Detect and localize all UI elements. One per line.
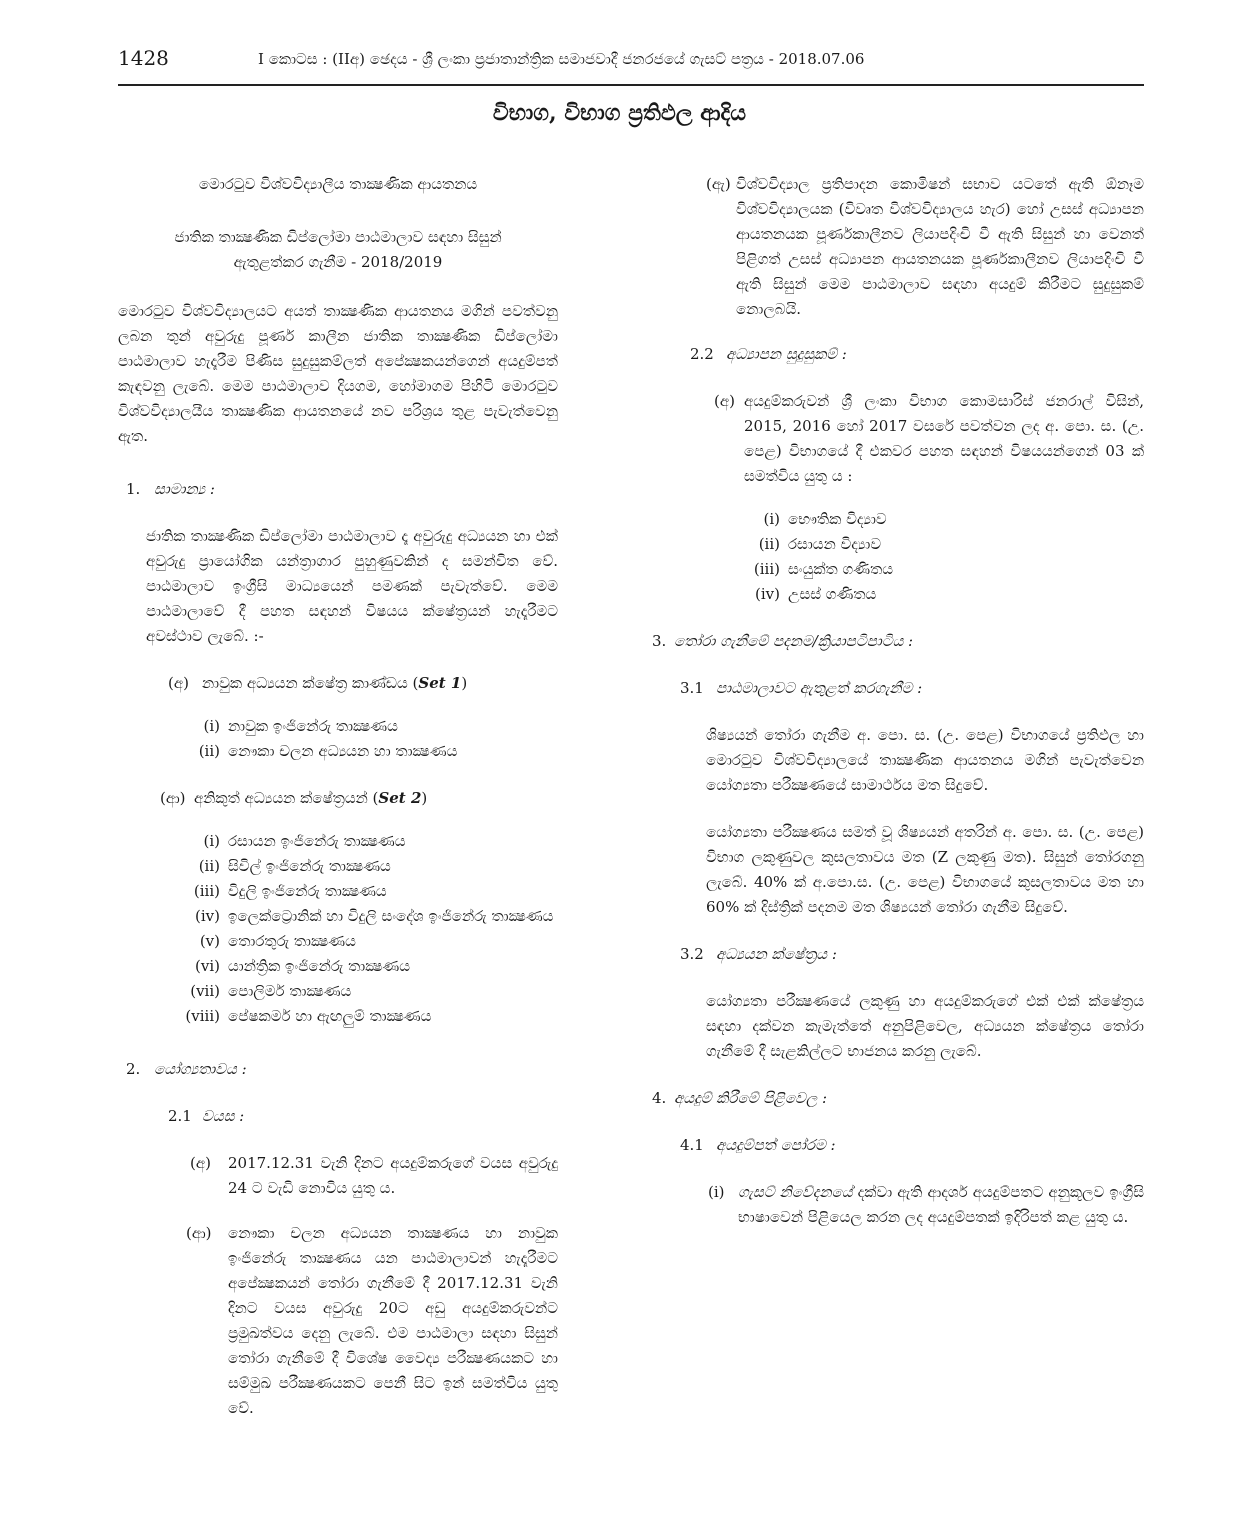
list-item [740,557,1144,582]
list-item-number: (viii) [185,1007,220,1025]
set-code: Set 2 [378,789,422,807]
list-item [180,739,558,764]
item-label: (අ) [714,392,735,410]
list-item-number: (iii) [193,882,220,900]
item-label: (ඇ) [706,175,731,193]
section-4-heading [652,1086,1144,1111]
section-3-1-heading [680,676,1144,701]
list-item-number: (v) [199,932,220,950]
left-column [118,172,558,1421]
header-rule [118,84,1144,86]
section-3-2-heading [680,942,1144,967]
section-number: 4.1 [680,1136,704,1154]
section-title-text: අධ්‍යයන ක්ෂේත්‍රය : [716,945,837,963]
list-item-text: විදුලි ඉංජිනේරු තාක්‍ෂණය [228,882,387,900]
list-item-number: (vii) [190,982,220,1000]
list-item [740,582,1144,607]
section-3-1-paragraph-2: යෝග්‍යතා පරීක්‍ෂණය සමත් වූ ශිෂ්‍යයන් අතරින් අ. පො. ස. (උ. පෙළ) විභාග ලකුණුවල කුසලතාවය මත (Z ලකුණු මත). සිසුන් තෝරගනු ලැබේ. 40% ක් අ.පො.ස. (උ. පෙළ) විභාගයේ කුසලතාවය මත හා 60% ක් දිස්ත්‍රික් පදනම මත ශිෂ්‍යයන් තෝරා ගැනීම සිදුවේ. [706,823,1144,916]
list-item-text: රසායන විද්‍යාව [788,535,882,553]
list-item-number: (iv) [195,907,220,925]
section-4-1-heading [680,1133,1144,1158]
list-item-text: ඉලෙක්ට්‍රොනික් හා විදුලි සංදේශ ඉංජිනේරු තාක්‍ෂණය [228,907,554,925]
section-3-1-paragraph-1: ශිෂ්‍යයන් තෝරා ගැනීම අ. පො. ස. (උ. පෙළ) විභාගයේ ප්‍රතිඵල හා මොරටුව විශ්වවිද්‍යාලයේ තාක්‍ෂණික ආයතනය මගින් පැවැත්වෙන යෝග්‍යතා පරීක්‍ෂණයේ සාමාර්ථය මත සිදුවේ. [706,726,1144,794]
clause-text: 2017.12.31 වැනි දිනට අයදුම්කරුගේ වයස අවුරුදු 24 ට වැඩි නොවිය යුතු ය. [228,1154,558,1197]
set-code: Set 1 [418,674,462,692]
section-number: 3.1 [680,679,704,697]
section-title-text: තෝරා ගැනීමේ පදනම/ක්‍රියාපටිපාටිය : [674,632,914,650]
set-title-text: නාවුක අධ්‍යයන ක්ෂේත්‍ර කාණ්ඩය ( [202,674,419,692]
clause-text: විශ්වවිද්‍යාල ප්‍රතිපාදන කොමිෂන් සභාව යටතේ ඇති ඕනෑම විශ්වවිද්‍යාලයක (විවෘත විශ්වවිද්‍යාලය හැර) හෝ උසස් අධ්‍යාපන ආයතනයක පූර්ණකාලීනව ලියාපදිංචි වී ඇති සිසුන් හා වෙනත් පිළිගත් උසස් අධ්‍යාපන ආයතනයක පූර්ණකාලීනව ලියාපදිංචි වී ඇති සිසුන් මෙම පාඨමාලාව සඳහා අයදුම් කිරීමට සුදුසුකම් නොලබයි. [736,175,1144,318]
section-title-text: යෝග්‍යතාවය : [154,1060,247,1078]
subjects-list [740,507,1144,607]
section-number: 2. [126,1060,141,1078]
course-subtitle-1: ජාතික තාක්‍ෂණික ඩිප්ලෝමා පාඨමාලාව සඳහා සිසුන් [174,228,502,246]
clause-text [738,1180,1144,1230]
clause-rest: දක්වා ඇති ආදර්ශ අයදුම්පතට අනුකූලව ඉංග්‍රීසි භාෂාවෙන් පිළියෙල කරන ලද අයදුම්පතක් ඉදිරිපත් කළ යුතු ය. [738,1183,1144,1226]
section-1-body: ජාතික තාක්‍ෂණික ඩිප්ලෝමා පාඨමාලාව දෑ අවුරුදු අධ්‍යයන හා එක් අවුරුදු ප්‍රායෝගික යන්ත්‍රාගාර පුහුණුවකින් ද සමන්විත වේ. පාඨමාලාව ඉංග්‍රීසි මාධ්‍යයෙන් පමණක් පැවැත්වේ. මෙම පාඨමාලාවේ දී පහත සඳහන් විෂයය ක්ෂේත්‍රයන් හැදෑරීමට අවස්ථාව ලැබේ. :- [146,527,558,645]
list-item-text: පොලිමර් තාක්‍ෂණය [228,982,352,1000]
clause-text: නෞකා චලන අධ්‍යයන තාක්‍ෂණය හා නාවුක ඉංජිනේරු තාක්‍ෂණය යන පාඨමාලාවන් හැදෑරීමට අපේක්‍ෂකයන් තෝරා ගැනීමේ දී 2017.12.31 වැනි දිනට වයස අවුරුදු 20ට අඩු අයදුම්කරුවන්ට ප්‍රමුඛත්වය දෙනු ලැබේ. එම පාඨමාලා සඳහා සිසුන් තෝරා ගැනීමේ දී විශේෂ වෛද්‍ය පරීක්‍ෂණයකට හා සම්මුඛ පරීක්‍ෂණයකට පෙනී සිට ඉන් සමත්විය යුතු වේ. [228,1224,558,1417]
section-2-2-heading [690,342,1144,367]
institute-heading: මොරටුව විශ්වවිද්‍යාලීය තාක්‍ෂණික ආයතනය [198,175,478,193]
list-item-text: යාන්ත්‍රික ඉංජිනේරු තාක්‍ෂණය [228,957,411,975]
list-item-number: (iv) [755,585,780,603]
intro-paragraph: මොරටුව විශ්වවිද්‍යාලයට අයත් තාක්‍ෂණික ආයතනය මගින් පවත්වනු ලබන තුන් අවුරුදු පූර්ණ කාලීන ජාතික තාක්‍ෂණික ඩිප්ලෝමා පාඨමාලාව හැදෑරීම පිණිස සුදුසුකම්ලත් අපේක්‍ෂකයන්ගෙන් අයදුම්පත් කැඳවනු ලැබේ. මෙම පාඨමාලාව දියගම, හෝමාගම පිහිටි මොරටුව විශ්වවිද්‍යාලයීය තාක්‍ෂණික ආයතනයේ නව පරිශ්‍රය තුළ පැවැත්වෙනු ඇත. [118,302,558,445]
set-2-heading [160,786,558,811]
list-item-text: සංයුක්ත ගණිතය [788,560,894,578]
section-title-text: පාඨමාලාවට ඇතුළත් කරගැනීම : [716,679,923,697]
list-item-text: පේෂකර්ම හා ඇඟලුම් තාක්‍ෂණය [228,1007,432,1025]
item-label: (ආ) [160,789,186,807]
list-item-number: (vi) [195,957,220,975]
list-item-text: සිවිල් ඉංජිනේරු තාක්‍ෂණය [228,857,391,875]
list-item-text: රසායන ඉංජිනේරු තාක්‍ෂණය [228,832,406,850]
list-item [180,879,558,904]
list-item-number: (ii) [758,535,780,553]
list-item-text: නාවුක ඉංජිනේරු තාක්‍ෂණය [228,717,398,735]
section-title-text: අයදුම් කිරීමේ පිළිවෙල : [674,1089,828,1107]
item-label: (i) [708,1183,725,1201]
clause-lead: ගැසට් නිවේදනයේ [738,1183,853,1201]
course-subtitle-2: ඇතුළත්කර ගැනීම - 2018/2019 [233,253,443,271]
section-title-text: අධ්‍යාපන සුදුසුකම් : [726,345,847,363]
set-title-close: ) [461,674,468,692]
list-item [180,904,558,929]
set-title [202,671,467,696]
list-item-text: භෞතික විද්‍යාව [788,510,887,528]
list-item-text: උසස් ගණිතය [788,585,877,603]
right-column [652,172,1144,1230]
section-title-text: සාමාන්‍ය : [154,480,215,498]
clause-2-1-b [186,1221,558,1421]
section-3-2-paragraph: යෝග්‍යතා පරීක්‍ෂණයේ ලකුණු හා අයදුම්කරුගේ එක් එක් ක්ෂේත්‍රය සඳහා දක්වන කැමැත්තේ අනුපිළිවෙල, අධ්‍යයන ක්ෂේත්‍රය තෝරා ගැනීමේ දී සැළකිල්ලට භාජනය කරනු ලැබේ. [706,992,1144,1060]
section-number: 2.2 [690,345,714,363]
clause-2-2-a [714,389,1144,489]
set-2-list [180,829,558,1029]
section-title: විභාග, විභාග ප්‍රතිඵල ආදිය [492,100,747,126]
item-label: (අ) [190,1154,211,1172]
set-1-heading [168,671,558,696]
list-item-number: (iii) [753,560,780,578]
gazette-header-title: I කොටස : (IIඅ) ඡෙදය - ශ්‍රී ලංකා ප්‍රජාතාන්ත්‍රික සමාජවාදී ජනරජයේ ගැසට් පත්‍රය - 2018.07.06 [258,50,865,68]
list-item-number: (ii) [198,857,220,875]
list-item [740,532,1144,557]
item-label: (අ) [168,674,189,692]
list-item [180,929,558,954]
list-item [180,714,558,739]
clause-text: අයදුම්කරුවන් ශ්‍රී ලංකා විභාග කොමසාරිස් ජනරාල් විසින්, 2015, 2016 හෝ 2017 වසරේ පවත්වන ලද අ. පො. ස. (උ. පෙළ) විභාගයේ දී එකවර පහත සඳහන් විෂයයන්ගෙන් 03 ක් සමත්විය යුතු ය : [744,392,1144,485]
list-item-text: තොරතුරු තාක්‍ෂණය [228,932,356,950]
section-number: 2.1 [168,1107,192,1125]
section-title-text: වයස : [202,1107,245,1125]
list-item [180,954,558,979]
section-number: 3.2 [680,945,704,963]
list-item-text: නෞකා චලන අධ්‍යයන හා තාක්‍ෂණය [228,742,458,760]
set-title [194,786,427,811]
clause-2-1-c [706,172,1144,322]
page-number: 1428 [118,46,169,70]
section-number: 1. [126,480,141,498]
section-1-heading [126,477,558,502]
clause-2-1-a [190,1151,558,1201]
list-item [180,854,558,879]
section-number: 4. [652,1089,667,1107]
list-item-number: (i) [203,832,220,850]
item-label: (ආ) [186,1224,212,1242]
list-item [180,979,558,1004]
list-item-number: (i) [763,510,780,528]
section-number: 3. [652,632,667,650]
section-3-heading [652,629,1144,654]
section-title-text: අයදුම්පත් පෝරම : [716,1136,836,1154]
list-item-number: (ii) [198,742,220,760]
list-item [740,507,1144,532]
set-1-list [180,714,558,764]
list-item [180,1004,558,1029]
clause-4-1-i [708,1180,1144,1230]
set-title-text: අනිකුත් අධ්‍යයන ක්ෂේත්‍රයන් ( [194,789,379,807]
section-2-1-heading [168,1104,558,1129]
list-item-number: (i) [203,717,220,735]
set-title-close: ) [421,789,428,807]
section-2-heading [126,1057,558,1082]
list-item [180,829,558,854]
